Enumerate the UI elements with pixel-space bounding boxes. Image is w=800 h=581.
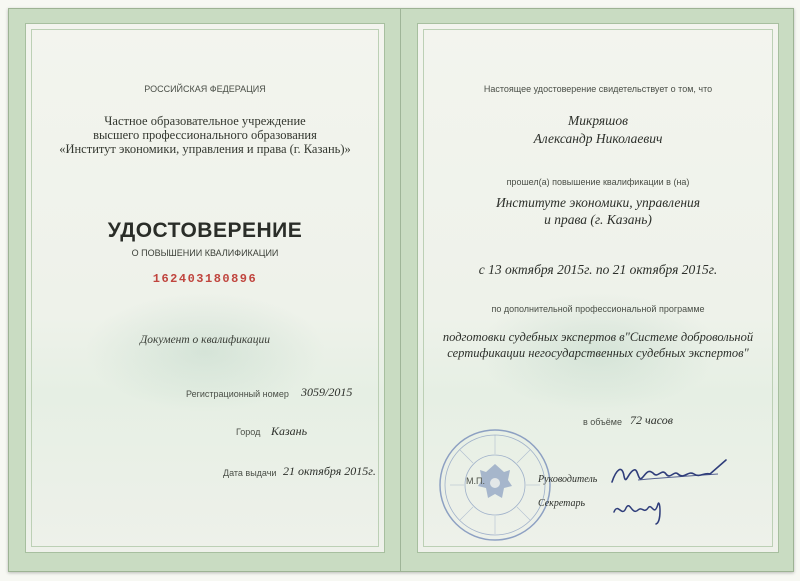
country-heading: РОССИЙСКАЯ ФЕДЕРАЦИЯ: [144, 84, 266, 94]
training-institution-line: Институте экономики, управления: [495, 195, 701, 210]
city-value: Казань: [271, 424, 308, 438]
certifies-intro: Настоящее удостоверение свидетельствует о том, что: [483, 84, 713, 94]
issue-date-value: 21 октября 2015г.: [283, 464, 376, 478]
head-label: Руководитель: [538, 474, 598, 485]
holder-name: [418, 112, 778, 148]
left-page: [25, 23, 385, 553]
stamp-place-label: М.П.: [466, 476, 485, 486]
program-name-line: подготовки судебных экспертов в"Системе добровольной: [442, 330, 754, 344]
volume-value: 72 часов: [630, 413, 673, 427]
institution-line: «Институт экономики, управления и права (г. Казань)»: [59, 142, 351, 156]
document-title: УДОСТОВЕРЕНИЕ: [107, 219, 303, 242]
certificate-document: [8, 8, 794, 572]
document-subtitle: О ПОВЫШЕНИИ КВАЛИФИКАЦИИ: [131, 248, 279, 258]
holder-given-names: Александр Николаевич: [533, 131, 663, 146]
institution-line: высшего профессионального образования: [93, 128, 317, 142]
program-name-line: сертификации негосударственных судебных экспертов": [447, 346, 749, 360]
city-label: Город: [236, 427, 261, 437]
secretary-label: Секретарь: [538, 498, 586, 509]
training-period: с 13 октября 2015г. по 21 октября 2015г.: [478, 262, 718, 277]
training-institution: [418, 194, 778, 228]
qualification-document-label: Документ о квалификации: [139, 334, 271, 346]
right-page: [417, 23, 779, 553]
training-institution-line: и права (г. Казань): [544, 212, 652, 227]
institution-line: Частное образовательное учреждение: [104, 114, 306, 128]
volume-label: в объёме: [583, 417, 622, 427]
official-seal-icon: [436, 426, 554, 544]
registration-number-value: 3059/2015: [301, 385, 353, 399]
issue-date-label: Дата выдачи: [223, 468, 277, 478]
program-label: по дополнительной профессиональной программе: [491, 304, 705, 314]
program-name: [418, 329, 778, 361]
secretary-signature: [608, 488, 678, 528]
certificate-number: 162403180896: [152, 272, 258, 286]
center-fold: [400, 9, 401, 571]
holder-surname: Микряшов: [568, 113, 628, 128]
institution-name: [26, 114, 384, 156]
registration-number-label: Регистрационный номер: [186, 389, 289, 399]
passed-training-label: прошел(а) повышение квалификации в (на): [506, 177, 690, 187]
